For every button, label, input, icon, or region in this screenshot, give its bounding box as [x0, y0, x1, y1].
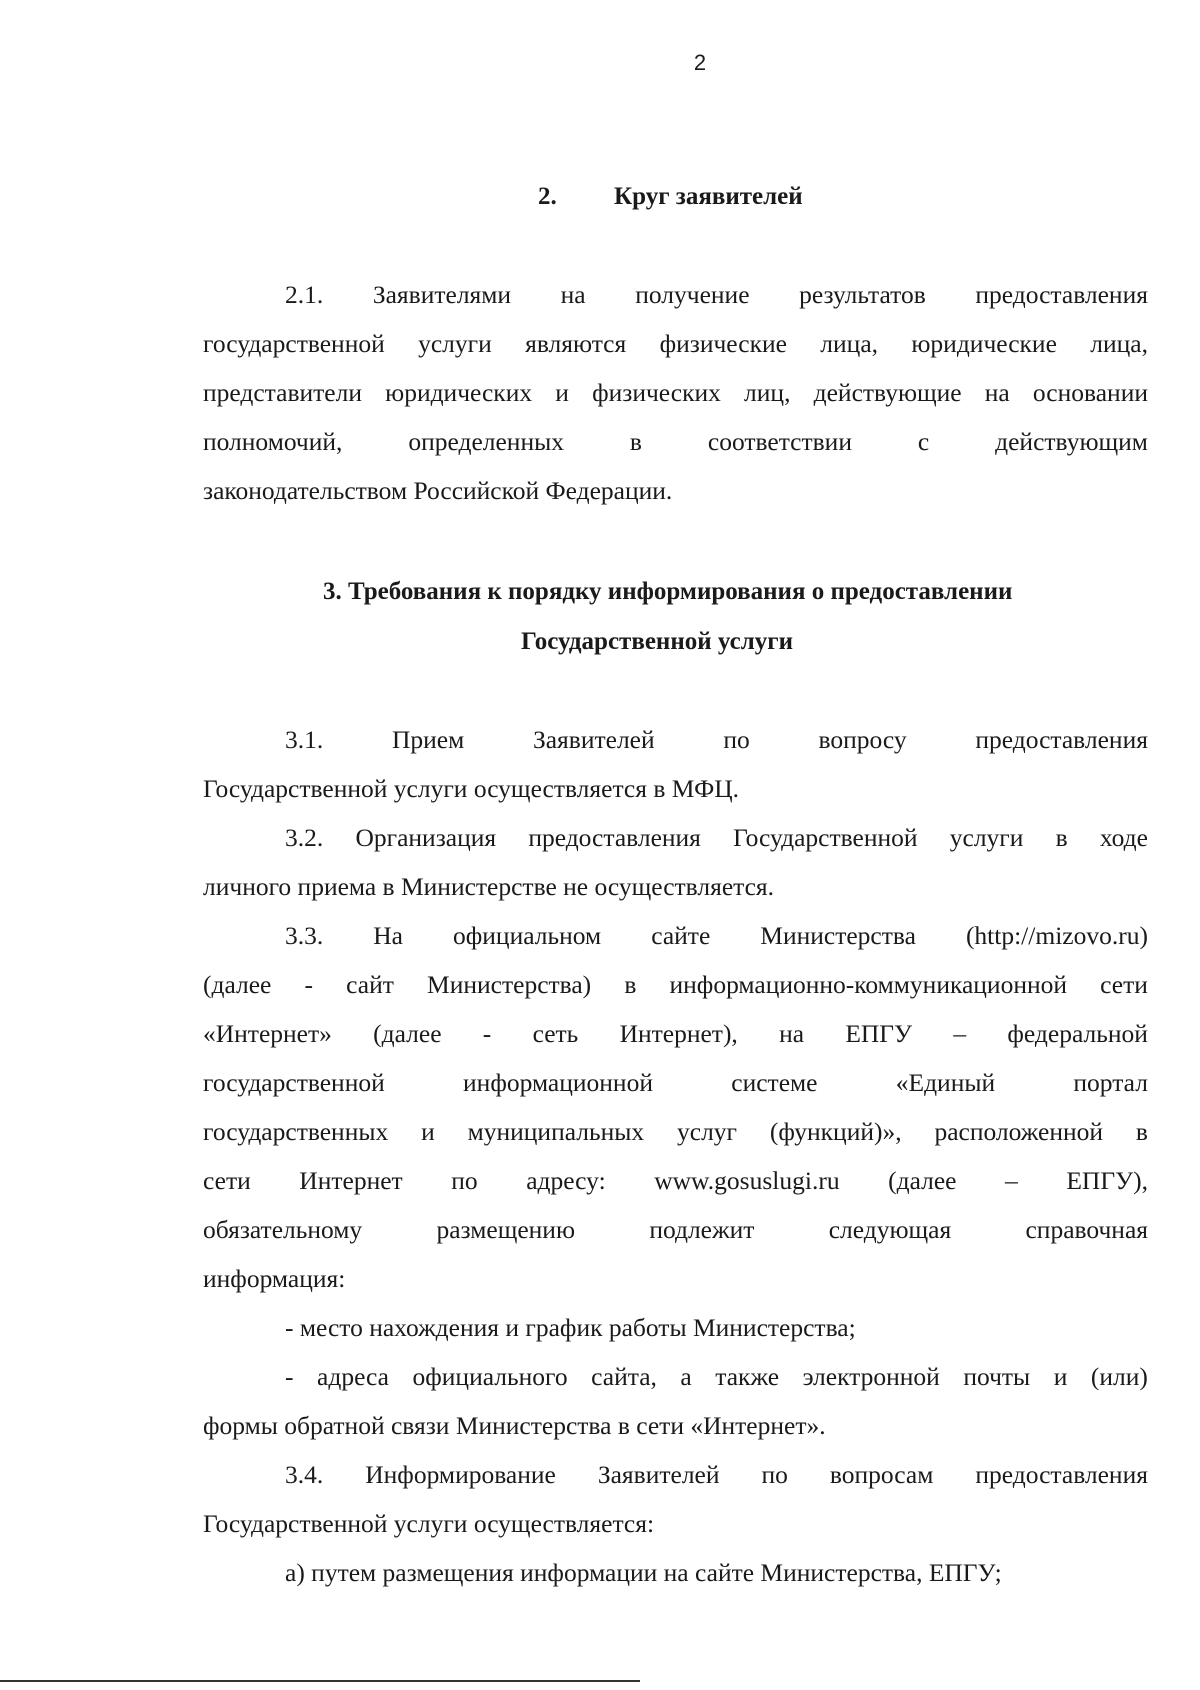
text-line — [285, 725, 1148, 755]
word: www.gosuslugi.ru — [654, 1166, 840, 1195]
text-line: личного приема в Министерстве не осуществляется. — [203, 872, 775, 901]
word: почты — [963, 1362, 1031, 1391]
word: 2.1. — [285, 280, 324, 309]
word: «Единый — [895, 1068, 996, 1097]
word: и — [555, 378, 569, 407]
word: Заявителей — [597, 1460, 720, 1489]
word: действующим — [995, 427, 1148, 456]
word: полномочий, — [203, 427, 343, 456]
word: Организация — [355, 823, 497, 852]
text-line — [203, 970, 1148, 1000]
word: - — [285, 1362, 294, 1391]
word: основании — [1032, 378, 1148, 407]
word: предоставления — [975, 725, 1148, 754]
text-line — [285, 280, 1148, 310]
word: юридических — [385, 378, 533, 407]
word: физических — [592, 378, 721, 407]
word: получение — [635, 280, 750, 309]
word: в — [1135, 1117, 1148, 1146]
word: справочная — [1025, 1215, 1148, 1244]
section-2-title: Круг заявителей — [614, 183, 803, 210]
word: (http://mizovo.ru) — [965, 921, 1148, 950]
word: юридические — [911, 329, 1057, 358]
word: на — [560, 280, 586, 309]
text-line — [203, 1166, 1148, 1196]
word: официального — [412, 1362, 568, 1391]
text-line: Государственной услуги осуществляется: — [203, 1509, 655, 1538]
bullet-item: - место нахождения и график работы Министерства; — [285, 1313, 856, 1342]
word: по — [723, 725, 750, 754]
word: ходе — [1099, 823, 1148, 852]
word: и — [1053, 1362, 1068, 1391]
section-3-title-line-1: 3. Требования к порядку информирования о предоставлении — [323, 578, 1013, 605]
word: результатов — [799, 280, 926, 309]
word: вопросу — [818, 725, 907, 754]
word: предоставления — [528, 823, 701, 852]
word: предоставления — [975, 1460, 1148, 1489]
list-item-a: а) путем размещения информации на сайте Министерства, ЕПГУ; — [285, 1558, 1002, 1587]
word: - — [482, 1019, 492, 1048]
word: государственной — [203, 329, 385, 358]
text-line — [285, 921, 1148, 951]
word: (далее — [373, 1019, 442, 1048]
word: Министерства) — [427, 970, 592, 999]
word: по — [761, 1460, 788, 1489]
word: в — [624, 970, 637, 999]
word: электронной — [802, 1362, 940, 1391]
word: сайта, — [591, 1362, 657, 1391]
word: представители — [203, 378, 362, 407]
word: на — [779, 1019, 805, 1048]
text-line: законодательством Российской Федерации. — [203, 476, 673, 505]
word: информационной — [463, 1068, 653, 1097]
word: 3.4. — [285, 1460, 324, 1489]
word: Заявителями — [372, 280, 512, 309]
text-line: информация: — [203, 1264, 346, 1293]
text-line — [203, 1019, 1148, 1049]
word: государственной — [203, 1068, 385, 1097]
word: 3.3. — [285, 921, 324, 950]
word: следующая — [828, 1215, 952, 1244]
word: системе — [731, 1068, 818, 1097]
word: Информирование — [365, 1460, 556, 1489]
word: действующие — [813, 378, 962, 407]
word: услуг — [677, 1117, 738, 1146]
word: сайте — [651, 921, 711, 950]
word: лица, — [1090, 329, 1148, 358]
word: (далее — [888, 1166, 957, 1195]
word: ЕПГУ), — [1066, 1166, 1148, 1195]
word: лиц, — [744, 378, 791, 407]
word: с — [917, 427, 930, 456]
word: а — [680, 1362, 692, 1391]
word: Прием — [391, 725, 465, 754]
word: 3.1. — [285, 725, 324, 754]
word: услуги — [418, 329, 492, 358]
word: сайт — [346, 970, 394, 999]
word: и — [421, 1117, 435, 1146]
word: – — [1005, 1166, 1018, 1195]
word: в — [1055, 823, 1068, 852]
word: муниципальных — [467, 1117, 645, 1146]
text-line — [285, 1362, 1148, 1392]
word: физические — [659, 329, 787, 358]
word: (или) — [1090, 1362, 1148, 1391]
word: (далее — [203, 970, 272, 999]
word: соответствии — [707, 427, 852, 456]
text-line — [203, 427, 1148, 457]
word: в — [629, 427, 642, 456]
word: также — [715, 1362, 780, 1391]
section-3-title-line-2: Государственной услуги — [521, 628, 793, 655]
word: На — [373, 921, 403, 950]
text-line — [203, 329, 1148, 359]
word: государственных — [203, 1117, 389, 1146]
word: являются — [525, 329, 627, 358]
word: адреса — [317, 1362, 389, 1391]
section-2-number: 2. — [538, 183, 557, 210]
text-line: Государственной услуги осуществляется в МФЦ. — [203, 774, 740, 803]
word: по — [451, 1166, 478, 1195]
word: адресу: — [526, 1166, 606, 1195]
text-line — [203, 1068, 1148, 1098]
text-line — [203, 1117, 1148, 1147]
word: определенных — [408, 427, 564, 456]
page-number: 2 — [693, 50, 707, 75]
word: обязательному — [203, 1215, 363, 1244]
word: информационно-коммуникационной — [669, 970, 1068, 999]
word: расположенной — [934, 1117, 1104, 1146]
word: услуги — [949, 823, 1024, 852]
word: 3.2. — [285, 823, 324, 852]
word: – — [953, 1019, 967, 1048]
word: федеральной — [1007, 1019, 1148, 1048]
word: ЕПГУ — [845, 1019, 913, 1048]
word: подлежит — [649, 1215, 755, 1244]
word: Заявителей — [532, 725, 655, 754]
word: вопросам — [829, 1460, 934, 1489]
word: сети — [203, 1166, 251, 1195]
word: портал — [1073, 1068, 1148, 1097]
word: предоставления — [975, 280, 1148, 309]
word: (функций)», — [769, 1117, 902, 1146]
word: Государственной — [733, 823, 918, 852]
word: Интернет), — [619, 1019, 738, 1048]
word: - — [304, 970, 314, 999]
word: сеть — [532, 1019, 579, 1048]
word: «Интернет» — [203, 1019, 332, 1048]
text-line: формы обратной связи Министерства в сети «Интернет». — [203, 1411, 826, 1440]
word: на — [984, 378, 1010, 407]
word: лица, — [820, 329, 879, 358]
text-line — [285, 1460, 1148, 1490]
word: размещению — [436, 1215, 576, 1244]
text-line — [203, 1215, 1148, 1245]
word: Интернет — [299, 1166, 403, 1195]
word: официальном — [453, 921, 602, 950]
text-line — [285, 823, 1148, 853]
text-line — [203, 378, 1148, 408]
word: сети — [1100, 970, 1148, 999]
word: Министерства — [760, 921, 916, 950]
divider — [0, 1680, 640, 1682]
